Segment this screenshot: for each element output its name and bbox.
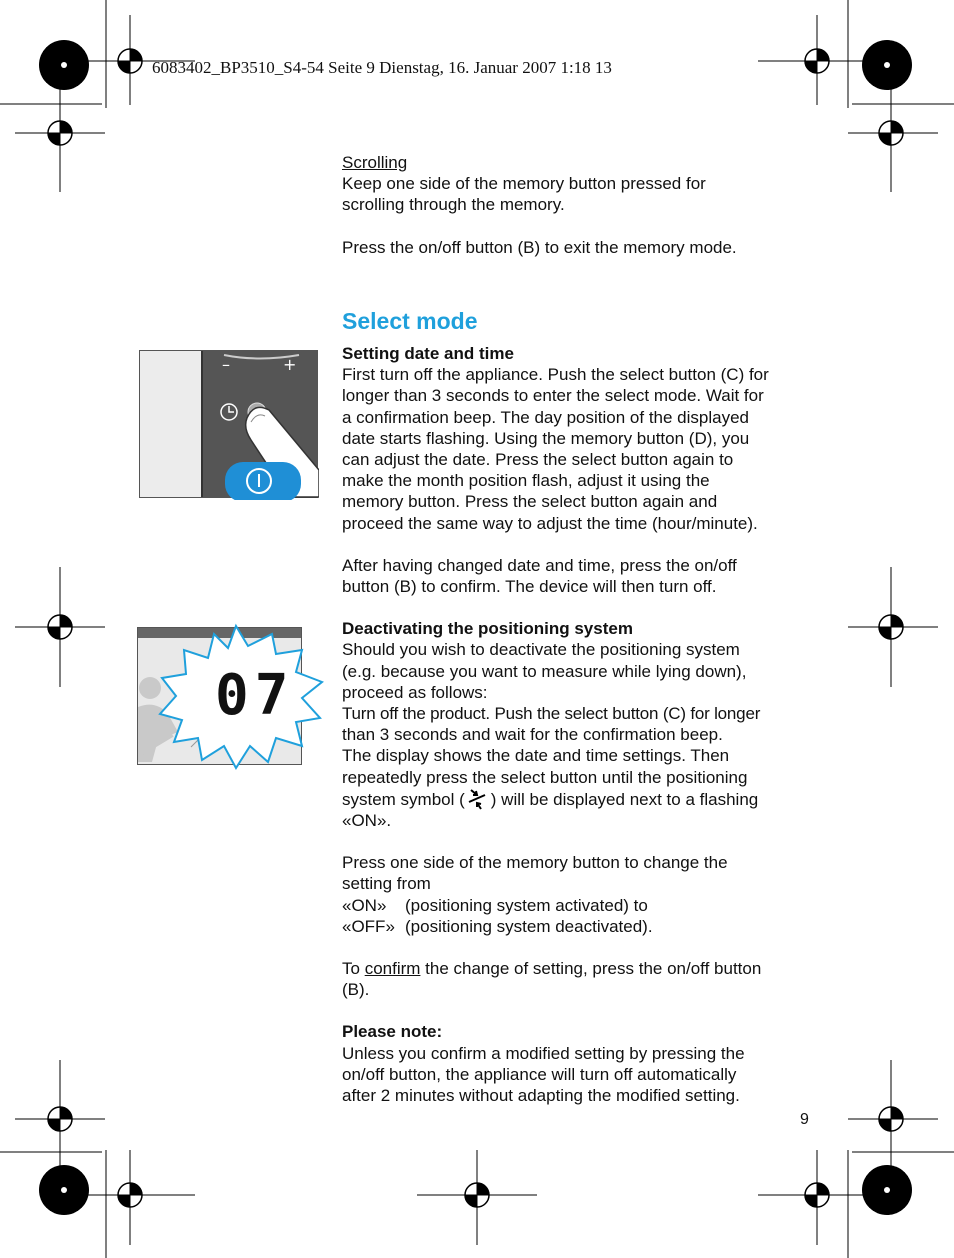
date-time-line: First turn off the appliance. Push the select button (C) for [342, 365, 769, 385]
scrolling-line: scrolling through the memory. [342, 195, 565, 215]
symbol-line [342, 788, 812, 810]
select-mode-title: Select mode [342, 308, 478, 334]
scrolling-heading: Scrolling [342, 153, 408, 172]
display-digits: 07 [215, 663, 295, 728]
positioning-symbol-icon [465, 788, 491, 810]
note-line: Unless you confirm a modified setting by pressing the [342, 1043, 745, 1063]
after-line: After having changed date and time, press the on/off [342, 555, 737, 575]
deactivate-heading: Deactivating the positioning system [342, 619, 633, 639]
date-time-line: memory button. Press the select button again and [342, 492, 718, 512]
device-button-illustration [139, 350, 319, 500]
power-button [225, 462, 301, 500]
on-label: «ON» [342, 895, 387, 915]
scrolling-line: Keep one side of the memory button pressed for [342, 174, 706, 194]
display-on-illustration [136, 622, 326, 772]
date-time-line: proceed the same way to adjust the time (hour/minute). [342, 513, 758, 533]
print-info-header: 6083402_BP3510_S4-54 Seite 9 Dienstag, 16. Januar 2007 1:18 13 [152, 58, 612, 77]
symbol-line-after: ) will be displayed next to a flashing [490, 789, 759, 809]
date-time-line: can adjust the date. Press the select button again to [342, 450, 734, 470]
off-label: «OFF» [342, 916, 395, 936]
deactivate-line: (e.g. because you want to measure while lying down), [342, 661, 747, 681]
press-line: Press one side of the memory button to change the [342, 853, 728, 873]
deactivate-line: than 3 seconds and wait for the confirmation beep. [342, 725, 723, 745]
confirm-word: confirm [364, 959, 421, 979]
date-time-heading: Setting date and time [342, 344, 514, 363]
on-desc: (positioning system activated) to [405, 895, 648, 915]
confirm-after: the change of setting, press the on/off button [420, 959, 762, 979]
off-row [342, 916, 812, 937]
confirm-line [342, 958, 812, 979]
note-line: on/off button, the appliance will turn off automatically [342, 1064, 737, 1084]
deactivate-line: proceed as follows: [342, 682, 488, 702]
deactivate-line: repeatedly press the select button until the positioning [342, 767, 748, 787]
note-line: after 2 minutes without adapting the modified setting. [342, 1086, 740, 1106]
on-row [342, 895, 812, 916]
deactivate-line: Turn off the product. Push the select button (C) for longer [342, 704, 761, 724]
confirm-before: To [342, 959, 365, 979]
minus-icon: – [222, 355, 230, 374]
symbol-line-end: «ON». [342, 811, 392, 831]
date-time-line: make the month position flash, adjust it using the [342, 471, 710, 491]
deactivate-line: The display shows the date and time settings. Then [342, 746, 730, 766]
confirm-end: (B). [342, 980, 370, 1000]
press-line: setting from [342, 874, 431, 894]
plus-icon: + [283, 355, 297, 374]
deactivate-line: Should you wish to deactivate the positioning system [342, 640, 740, 660]
date-time-line: date starts flashing. Using the memory button (D), you [342, 428, 750, 448]
off-desc: (positioning system deactivated). [405, 916, 653, 936]
date-time-section [342, 343, 812, 1106]
symbol-line-before: system symbol ( [342, 789, 465, 809]
page-number: 9 [800, 1111, 809, 1128]
scrolling-section [342, 152, 812, 258]
after-line: button (B) to confirm. The device will then turn off. [342, 577, 717, 597]
date-time-line: longer than 3 seconds to enter the select mode. Wait for [342, 386, 764, 406]
note-heading: Please note: [342, 1022, 443, 1042]
date-time-line: a confirmation beep. The day position of the displayed [342, 407, 750, 427]
exit-memory-line: Press the on/off button (B) to exit the memory mode. [342, 237, 737, 257]
